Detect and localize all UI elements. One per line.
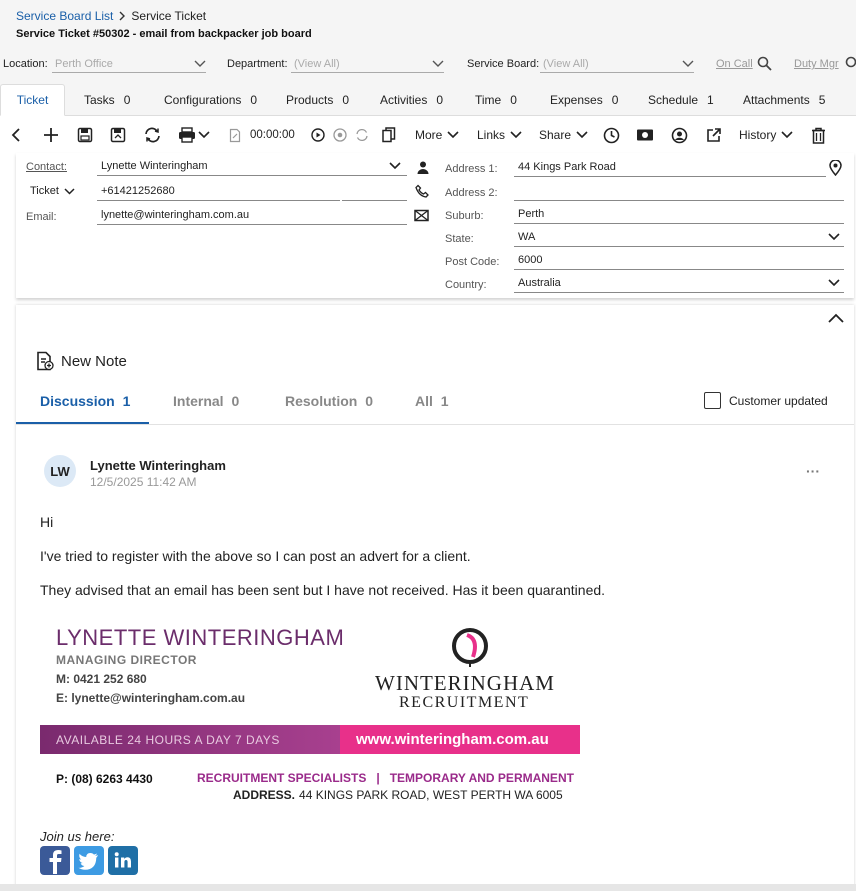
contact-label[interactable]: Contact:: [26, 161, 67, 173]
links-menu-button[interactable]: [477, 117, 522, 153]
tab-tasks[interactable]: [84, 84, 130, 116]
tab-attachments[interactable]: [743, 84, 825, 116]
address-label: ADDRESS.: [233, 788, 296, 802]
tab-activities[interactable]: [380, 84, 443, 116]
tab-label: Time: [475, 93, 502, 107]
chevron-down-icon: [576, 131, 588, 139]
twitter-icon[interactable]: [74, 846, 104, 875]
tab-configurations[interactable]: [164, 84, 257, 116]
signature-mobile: M: 0421 252 680: [56, 672, 147, 686]
printer-icon: [178, 127, 196, 143]
clock-icon: [603, 127, 620, 144]
chevron-down-icon: [828, 279, 840, 287]
money-icon: [636, 128, 654, 142]
tab-time[interactable]: [475, 84, 517, 116]
new-note-button[interactable]: [36, 351, 127, 371]
duty-mgr-link[interactable]: Duty Mgr: [794, 58, 839, 70]
message-author: Lynette Winteringham: [90, 458, 226, 473]
expense-button[interactable]: [636, 117, 654, 153]
signature-email: E: lynette@winteringham.com.au: [56, 691, 246, 705]
state-value: WA: [518, 231, 536, 243]
tab-label: Discussion: [40, 393, 115, 409]
toolbar: [0, 117, 856, 153]
tab-count: 0: [365, 393, 374, 409]
envelope-icon[interactable]: [414, 209, 429, 222]
map-pin-icon[interactable]: [829, 160, 842, 176]
department-select[interactable]: [291, 55, 444, 73]
contact-value: Lynette Winteringham: [101, 160, 208, 172]
email-value: lynette@winteringham.com.au: [101, 209, 250, 221]
message-options-button[interactable]: ···: [806, 463, 820, 479]
tab-count: 0: [250, 93, 258, 107]
back-button[interactable]: [10, 117, 22, 153]
note-add-icon: [36, 351, 54, 371]
tab-label: Internal: [173, 393, 224, 409]
history-menu-button[interactable]: [739, 117, 793, 153]
location-value: Perth Office: [55, 57, 113, 70]
state-select[interactable]: [514, 228, 844, 247]
chevron-down-icon: [510, 131, 522, 139]
tab-label: All: [415, 393, 433, 409]
tab-internal[interactable]: [173, 393, 239, 409]
tab-label: Schedule: [648, 93, 699, 107]
country-value: Australia: [518, 277, 561, 289]
message-line: I've tried to register with the above so I can post an advert for a client.: [40, 548, 471, 564]
tab-label: Activities: [380, 93, 428, 107]
chevron-down-icon: [198, 131, 210, 139]
open-external-button[interactable]: [706, 117, 722, 153]
linkedin-icon[interactable]: [108, 846, 138, 875]
tab-products[interactable]: [286, 84, 349, 116]
email-field[interactable]: [97, 206, 407, 225]
postcode-field[interactable]: [514, 251, 844, 270]
facebook-icon[interactable]: [40, 846, 70, 875]
phone-type-value: Ticket: [30, 185, 59, 197]
chevron-down-icon: [828, 233, 840, 241]
join-us-label: Join us here:: [40, 829, 115, 844]
tab-count: 0: [510, 93, 517, 107]
more-label: More: [415, 128, 443, 142]
phone-extension-field[interactable]: [342, 182, 407, 201]
signature-address: [233, 788, 563, 802]
chevron-right-icon: [118, 11, 126, 21]
copy-icon: [382, 127, 396, 143]
service-board-value: (View All): [543, 57, 589, 70]
play-icon: [311, 128, 325, 142]
tab-resolution[interactable]: [285, 393, 373, 409]
contact-panel: [16, 153, 854, 298]
search-icon[interactable]: [845, 56, 856, 71]
time-entry-button[interactable]: [603, 117, 620, 153]
state-label: State:: [445, 233, 474, 245]
refresh-button[interactable]: [144, 117, 161, 153]
service-board-label: Service Board:: [467, 58, 540, 70]
copy-button[interactable]: [382, 117, 396, 153]
plus-icon: [43, 127, 59, 143]
tab-count: 0: [342, 93, 350, 107]
location-select[interactable]: [52, 55, 206, 73]
email-label: Email:: [26, 211, 57, 223]
trash-icon: [811, 127, 826, 144]
add-button[interactable]: [43, 117, 59, 153]
save-and-close-button[interactable]: [110, 117, 126, 153]
department-value: (View All): [294, 57, 340, 70]
document-pen-icon: [229, 128, 241, 143]
on-call-link[interactable]: On Call: [716, 58, 753, 70]
chevron-down-icon: [64, 188, 75, 195]
service-board-select[interactable]: [540, 55, 694, 73]
print-button[interactable]: [178, 117, 210, 153]
website-banner[interactable]: www.winteringham.com.au: [340, 725, 580, 754]
tab-label: Resolution: [285, 393, 358, 409]
suburb-field[interactable]: [514, 205, 844, 224]
address1-value: 44 Kings Park Road: [518, 161, 616, 173]
contact-select[interactable]: [97, 157, 407, 176]
avatar: LW: [44, 455, 76, 487]
save-button[interactable]: [77, 117, 93, 153]
tab-label: Expenses: [550, 93, 603, 107]
timer-display: 00:00:00: [250, 129, 295, 141]
tab-count: 1: [440, 393, 449, 409]
breadcrumb-root-link[interactable]: Service Board List: [16, 9, 114, 23]
availability-banner: AVAILABLE 24 HOURS A DAY 7 DAYS: [40, 725, 340, 754]
refresh-icon: [144, 127, 161, 143]
timer-reset-button[interactable]: [355, 117, 369, 153]
links-label: Links: [477, 128, 506, 142]
signature-specialties: RECRUITMENT SPECIALISTS | TEMPORARY AND PERMANENT: [197, 771, 574, 785]
share-menu-button[interactable]: [539, 117, 588, 153]
customer-updated-checkbox[interactable]: [704, 392, 721, 409]
chevron-left-icon: [10, 127, 22, 143]
department-label: Department:: [227, 58, 288, 70]
postcode-label: Post Code:: [445, 256, 500, 268]
tab-count: 1: [122, 393, 131, 409]
share-label: Share: [539, 128, 572, 142]
address2-label: Address 2:: [445, 187, 498, 199]
tab-count: 0: [611, 93, 619, 107]
tab-count: 1: [707, 93, 714, 107]
tab-ticket[interactable]: [0, 84, 65, 116]
chevron-down-icon: [447, 131, 459, 139]
customer-updated-label: Customer updated: [729, 393, 828, 408]
bottom-scrollbar[interactable]: [0, 884, 856, 891]
save-icon: [77, 127, 93, 143]
collapse-icon[interactable]: [828, 313, 844, 323]
notes-panel: [16, 305, 854, 891]
message-line: They advised that an email has been sent but I have not received. Has it been quarantined.: [40, 582, 606, 598]
brand-logo-icon: [451, 627, 491, 667]
country-label: Country:: [445, 279, 487, 291]
phone-value: +61421252680: [101, 185, 175, 197]
timer-stop-button[interactable]: [333, 117, 347, 153]
chevron-down-icon: [432, 60, 444, 68]
suburb-value: Perth: [518, 208, 545, 220]
signature-name: LYNETTE WINTERINGHAM: [56, 625, 345, 650]
breadcrumb: [16, 9, 206, 23]
search-icon[interactable]: [757, 56, 772, 71]
address-value: 44 KINGS PARK ROAD, WEST PERTH WA 6005: [299, 788, 563, 802]
page-title: Service Ticket #50302 - email from backpacker job board: [16, 28, 312, 40]
signature-title: MANAGING DIRECTOR: [56, 653, 197, 667]
delete-button[interactable]: [811, 117, 826, 153]
person-icon[interactable]: [417, 161, 429, 174]
timer-start-button[interactable]: [311, 117, 325, 153]
tab-count: 0: [231, 393, 240, 409]
tab-discussion[interactable]: [40, 393, 130, 409]
tab-label: Products: [286, 93, 334, 107]
tab-count: 0: [123, 93, 131, 107]
tab-all[interactable]: [415, 393, 449, 409]
tab-schedule[interactable]: [648, 84, 714, 116]
customer-updated-toggle[interactable]: [704, 392, 828, 409]
tab-count: 0: [436, 93, 444, 107]
breadcrumb-current: Service Ticket: [131, 9, 207, 23]
brand-subtitle: RECRUITMENT: [399, 694, 530, 711]
address2-field[interactable]: [514, 182, 844, 201]
divider: [16, 424, 854, 425]
reset-icon: [355, 128, 369, 142]
postcode-value: 6000: [518, 254, 543, 266]
address1-field[interactable]: [514, 158, 826, 177]
tab-label: Ticket: [16, 93, 49, 107]
chevron-down-icon: [781, 131, 793, 139]
history-label: History: [739, 128, 777, 142]
suburb-label: Suburb:: [445, 210, 484, 222]
external-link-icon: [706, 127, 722, 143]
brand-name: WINTERINGHAM: [375, 671, 555, 695]
chevron-down-icon: [194, 60, 206, 68]
more-menu-button[interactable]: [415, 117, 459, 153]
address1-label: Address 1:: [445, 163, 498, 175]
page-header: [0, 0, 856, 84]
chevron-down-icon: [682, 60, 694, 68]
stop-icon: [333, 128, 347, 142]
message-timestamp: 12/5/2025 11:42 AM: [90, 475, 197, 489]
tab-count: 5: [818, 93, 826, 107]
tab-label: Attachments: [743, 93, 810, 107]
tab-label: Configurations: [164, 93, 242, 107]
tab-bar: [0, 84, 856, 116]
phone-field[interactable]: [97, 182, 340, 201]
user-circle-icon: [671, 127, 688, 144]
timer-notes-icon: [229, 117, 241, 153]
contact-button[interactable]: [671, 117, 688, 153]
signature-phone: P: (08) 6263 4430: [56, 772, 153, 786]
tab-expenses[interactable]: [550, 84, 618, 116]
tab-label: Tasks: [84, 93, 115, 107]
social-links: [40, 846, 138, 875]
country-select[interactable]: [514, 274, 844, 293]
phone-type-select[interactable]: [30, 185, 75, 197]
location-label: Location:: [3, 58, 48, 70]
save-close-icon: [110, 127, 126, 143]
chevron-down-icon: [389, 162, 401, 170]
email-signature: [40, 618, 580, 800]
phone-icon[interactable]: [415, 184, 429, 198]
message-line: Hi: [40, 514, 54, 530]
new-note-label: New Note: [61, 352, 127, 370]
